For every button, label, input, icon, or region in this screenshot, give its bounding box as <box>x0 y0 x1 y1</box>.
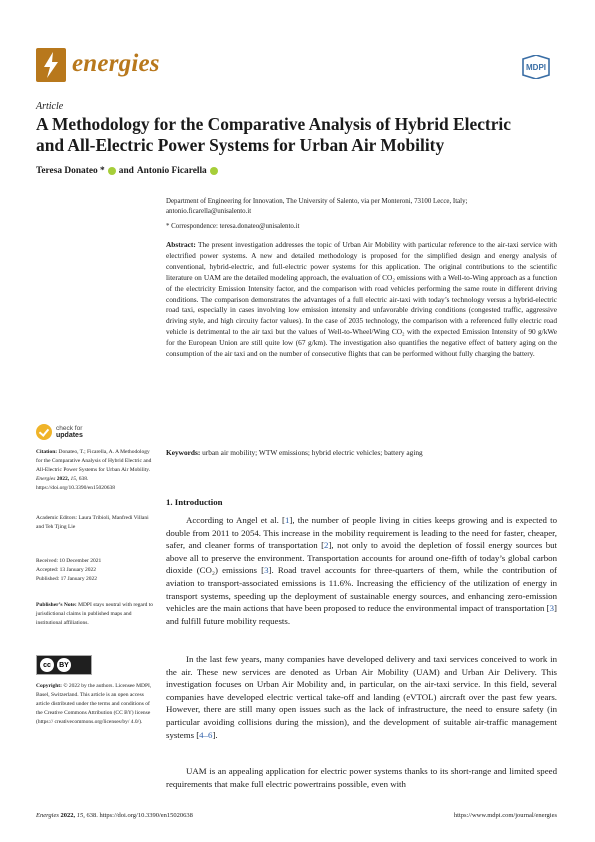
affiliation <box>166 197 556 217</box>
citation-link[interactable]: 1 <box>285 515 290 525</box>
check-updates-line2: updates <box>56 432 83 439</box>
publisher-note-label: Publisher’s Note: <box>36 602 77 608</box>
mdpi-logo-text: MDPI <box>526 63 546 72</box>
journal-name: energies <box>72 50 160 77</box>
affiliation-line: Department of Engineering for Innovation, The University of Salento, via per Monteroni, 73100 Lecce, Italy; <box>166 198 468 205</box>
author-name[interactable]: Antonio Ficarella <box>136 166 207 176</box>
text-run: ]. <box>212 729 218 740</box>
article-title <box>36 114 546 156</box>
text-run: ]. Road travel accounts for three-quarters of them, while the contribution of aviation to transport-associated emissions is 11.6%. Increasing the efficiency of the utilization of energy in transport systems, speeding up the deployment of sustainable energy sources, and enhancing zero-emission vehicles are the main actions that have been proposed to reduce the environmental impact of transportation [ <box>166 565 557 614</box>
text-run: In the last few years, many companies have developed delivery and taxi services conceived to work in the air. These new services are denoted as Urban Air Mobility (UAM) and Urban Air Delivery. This investigation focuses on Urban Air Mobility and, in particular, on the air-taxi service. In this field, several companies have developed electric vertical take-off and landing (eVTOL) aircraft over the past few years. However, there are still many open issues such as the lack of infrastructure, the need to ensure safety (in particular avoiding collisions during the mission), and the development of suitable air-traffic management systems [ <box>166 654 557 740</box>
text-run: According to Angel et al. [ <box>186 515 285 525</box>
title-line-2: and All-Electric Power Systems for Urban Air Mobility <box>36 135 445 155</box>
text-run: UAM is an appealing application for electric power systems thanks to its short-range and limited speed requirements that make full electric powertrains possible, even with <box>166 766 557 789</box>
footer-citation <box>36 812 193 819</box>
citation-link[interactable]: 3 <box>549 603 555 614</box>
copyright-text: © 2022 by the authors. Licensee MDPI, Basel, Switzerland. This article is an open access article distributed under the terms and conditions of the Creative Commons Attribution (CC BY) license (https:// creativecommons.org/licenses/by/ 4.0/). <box>36 683 152 725</box>
keywords-text: urban air mobility; WTW emissions; hybrid electric vehicles; battery aging <box>202 448 423 457</box>
article-type: Article <box>36 101 64 112</box>
abstract <box>166 240 557 360</box>
author-list <box>36 166 218 176</box>
footer-volume: 15, <box>76 812 85 819</box>
published-date: Published: 17 January 2022 <box>36 575 97 582</box>
copyright-label: Copyright: <box>36 683 62 689</box>
text-run: ] and fulfill future mobility requests. <box>166 603 557 626</box>
citation-text: Donateo, T.; Ficarella, A. A Methodology for the Comparative Analysis of Hybrid Electric and All-Electric Power Systems for Urban Air Mobility. <box>36 449 152 473</box>
footer-year: 2022, <box>60 812 76 819</box>
affiliation-email[interactable]: antonio.ficarella@unisalento.it <box>166 208 252 215</box>
citation-year: 2022, <box>56 475 70 482</box>
cc-by-license-icon[interactable] <box>36 655 92 675</box>
footer-journal: Energies <box>36 812 59 819</box>
intro-paragraph-2 <box>166 653 557 741</box>
orcid-icon[interactable] <box>108 167 116 175</box>
abstract-text: The present investigation addresses the topic of Urban Air Mobility with particular reference to the air-taxi service with electrified power systems. A new and detailed methodology is proposed for the simplified design and energy analysis of conventional, hybrid-electric, and full-electric power systems for this application. The original contributions to the scientific literature on UAM are the detailed modeling approach, the evaluation of CO₂ emissions with a Well-to-Wing approach as a function of the electricity Emission Intensity factor, and the comparison with road vehicles performing the same route in different driving conditions. The comparison demonstrates the advantages of a full electric air-taxi with today’s technology versus a hybrid-electric road taxi, especially in cases involving low emission intensity and unfavorable driving conditions (congested traffic, aggressive driving style, and high circuity factor values). In the case of 2035 technology, the comparison with a referenced fully electric road vehicle is detrimental to the air taxi but the values of Well-to-Wheel/Wing CO₂ with the expected Emission Intensity of 90 g/kWe for the European Union are still quite low (67 g/km). The investigation also quantifies the negative effect of battery aging on the consumption of the air taxi and on the number of consecutive flights that can be performed without fully charging the battery. <box>166 240 557 359</box>
copyright-notice <box>36 682 156 727</box>
check-updates-line1: check for <box>56 425 83 432</box>
by-person-icon: BY <box>57 658 71 672</box>
text-run: ], the number of people living in cities keeps growing and is expected to double from 2011 to 2054. This increase in the mobility requirement is leading to the need for faster, cheaper, safer, and cleaner forms of transportation [ <box>166 515 558 551</box>
citation-link[interactable]: 2 <box>324 540 329 551</box>
keywords <box>166 448 557 457</box>
orcid-icon[interactable] <box>210 167 218 175</box>
correspondence: * Correspondence: teresa.donateo@unisalento.it <box>166 223 300 230</box>
check-updates-icon <box>36 424 52 440</box>
abstract-label: Abstract: <box>166 240 196 249</box>
citation-link[interactable]: 3 <box>264 565 269 576</box>
citation-journal: Energies <box>36 475 56 482</box>
intro-paragraph-1 <box>166 514 557 627</box>
intro-paragraph-3 <box>166 765 557 790</box>
accepted-date: Accepted: 13 January 2022 <box>36 566 97 573</box>
text-run: ], not only to avoid the depletion of fossil energy sources but above all to preserve the environment. Transportation accounts for around one-fifth of today’s global carbon dioxide (CO₂) emissions [ <box>166 540 557 576</box>
section-heading: 1. Introduction <box>166 497 223 507</box>
footer-doi-link[interactable]: 638. https://doi.org/10.3390/en15020638 <box>86 812 193 819</box>
citation-block <box>36 448 156 493</box>
publisher-note-text: MDPI stays neutral with regard to jurisdictional claims in published maps and institutional affiliations. <box>36 602 154 626</box>
publisher-note <box>36 601 156 628</box>
footer-journal-url[interactable]: https://www.mdpi.com/journal/energies <box>453 812 557 819</box>
citation-link[interactable]: 4–6 <box>199 729 213 740</box>
author-join: and <box>118 166 134 176</box>
title-line-1: A Methodology for the Comparative Analysis of Hybrid Electric <box>36 114 511 134</box>
citation-doi-link[interactable]: 638. https://doi.org/10.3390/en15020638 <box>36 475 116 491</box>
check-for-updates-button[interactable] <box>36 424 83 440</box>
publication-dates <box>36 557 156 584</box>
academic-editors: Academic Editors: Laura Tribioli, Manfredi Villani and Teh Tjing Lie <box>36 515 149 530</box>
mdpi-logo-icon <box>517 55 555 79</box>
citation-volume: 15, <box>70 475 78 482</box>
cc-icon: cc <box>40 658 54 672</box>
citation-label: Citation: <box>36 449 58 455</box>
received-date: Received: 10 December 2021 <box>36 558 102 564</box>
journal-logo-icon <box>36 48 66 82</box>
keywords-label: Keywords: <box>166 448 201 457</box>
author-name[interactable]: Teresa Donateo * <box>36 166 105 176</box>
